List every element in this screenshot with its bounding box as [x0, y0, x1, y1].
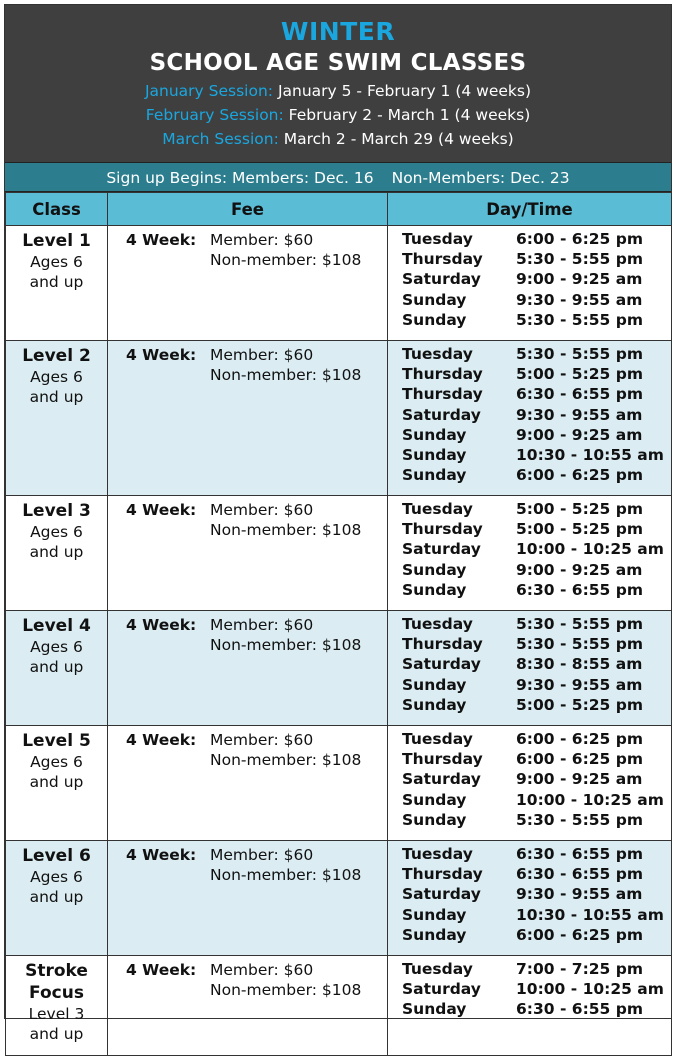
class-detail: and up [29, 888, 84, 906]
time-slot [402, 269, 671, 289]
session-january [5, 79, 671, 103]
schedule-table [5, 192, 672, 1056]
fee-label: 4 Week: [126, 731, 197, 749]
class-detail: Ages 6 [30, 638, 83, 656]
time-label: 6:00 - 6:25 pm [516, 750, 643, 769]
daytime-cell [388, 341, 672, 496]
nonmember-price: Non-member: $108 [210, 636, 362, 654]
time-label: 9:30 - 9:55 am [516, 405, 643, 424]
day-label: Sunday [402, 425, 467, 444]
time-slot [402, 999, 671, 1019]
time-label: 6:30 - 6:55 pm [516, 1000, 643, 1019]
day-label: Saturday [402, 770, 481, 789]
day-label: Thursday [402, 250, 483, 269]
time-slot [402, 425, 671, 445]
time-slot [402, 905, 671, 925]
time-slot [402, 614, 671, 634]
time-label: 5:30 - 5:55 pm [516, 635, 643, 654]
member-price: Member: $60 [210, 731, 314, 749]
daytime-cell [388, 956, 672, 1056]
time-slot [402, 844, 671, 864]
time-slot [402, 959, 671, 979]
header-banner [5, 5, 671, 162]
day-label: Thursday [402, 365, 483, 384]
page-title: SCHOOL AGE SWIM CLASSES [149, 50, 527, 76]
time-label: 6:00 - 6:25 pm [516, 230, 643, 248]
fee-label: 4 Week: [126, 346, 197, 364]
day-label: Sunday [402, 675, 467, 694]
day-label: Sunday [402, 560, 467, 579]
time-label: 10:00 - 10:25 am [516, 980, 664, 999]
day-label: Sunday [402, 446, 467, 465]
class-detail: Level 3 [28, 1005, 85, 1023]
schedule-flyer [4, 4, 672, 1043]
session-name: March Session: [162, 130, 279, 148]
session-dates: January 5 - February 1 (4 weeks) [277, 82, 532, 100]
nonmember-price: Non-member: $108 [210, 751, 362, 769]
fee-cell [108, 226, 388, 341]
fee-label: 4 Week: [126, 961, 197, 979]
time-label: 5:30 - 5:55 pm [516, 250, 643, 269]
class-detail: and up [29, 543, 84, 561]
fee-label: 4 Week: [126, 231, 197, 249]
class-cell [6, 611, 108, 726]
time-slot [402, 790, 671, 810]
table-row [6, 496, 672, 611]
class-cell [6, 226, 108, 341]
table-row [6, 611, 672, 726]
time-label: 6:30 - 6:55 pm [516, 385, 643, 404]
class-detail: and up [29, 388, 84, 406]
time-slot [402, 445, 671, 465]
class-cell [6, 726, 108, 841]
table-row [6, 726, 672, 841]
time-slot [402, 884, 671, 904]
time-label: 9:30 - 9:55 am [516, 290, 643, 309]
class-detail: and up [29, 773, 84, 791]
nonmember-price: Non-member: $108 [210, 521, 362, 539]
daytime-cell [388, 226, 672, 341]
day-label: Thursday [402, 865, 483, 884]
class-detail: Ages 6 [30, 253, 83, 271]
session-name: February Session: [145, 106, 284, 124]
time-label: 6:00 - 6:25 pm [516, 466, 643, 485]
time-label: 5:00 - 5:25 pm [516, 695, 643, 714]
time-label: 6:30 - 6:55 pm [516, 580, 643, 599]
time-label: 9:00 - 9:25 am [516, 560, 643, 579]
day-label: Sunday [402, 695, 467, 714]
day-label: Sunday [402, 580, 467, 599]
day-label: Sunday [402, 310, 467, 329]
time-slot [402, 925, 671, 945]
time-label: 9:30 - 9:55 am [516, 675, 643, 694]
day-label: Thursday [402, 635, 483, 654]
day-label: Sunday [402, 925, 467, 944]
daytime-cell [388, 496, 672, 611]
time-label: 9:00 - 9:25 am [516, 425, 643, 444]
daytime-cell [388, 611, 672, 726]
class-cell [6, 841, 108, 956]
session-march [5, 127, 671, 151]
fee-label: 4 Week: [126, 501, 197, 519]
time-slot [402, 310, 671, 330]
time-label: 5:30 - 5:55 pm [516, 810, 643, 829]
time-label: 5:30 - 5:55 pm [516, 615, 643, 633]
time-label: 10:30 - 10:55 am [516, 905, 664, 924]
table-body [6, 226, 672, 1056]
day-label: Tuesday [402, 615, 473, 633]
time-slot [402, 864, 671, 884]
day-label: Sunday [402, 905, 467, 924]
member-price: Member: $60 [210, 846, 314, 864]
class-name: Level 3 [22, 501, 91, 521]
member-price: Member: $60 [210, 501, 314, 519]
time-slot [402, 539, 671, 559]
day-label: Thursday [402, 385, 483, 404]
day-label: Sunday [402, 290, 467, 309]
day-label: Tuesday [402, 730, 473, 748]
class-detail: Ages 6 [30, 523, 83, 541]
member-price: Member: $60 [210, 231, 314, 249]
time-label: 6:30 - 6:55 pm [516, 845, 643, 863]
class-name: Stroke [25, 961, 88, 981]
day-label: Tuesday [402, 345, 473, 363]
signup-nonmembers: Non-Members: Dec. 23 [391, 169, 570, 187]
day-label: Saturday [402, 270, 481, 289]
day-label: Tuesday [402, 230, 473, 248]
time-slot [402, 249, 671, 269]
class-name: Level 5 [22, 731, 91, 751]
nonmember-price: Non-member: $108 [210, 866, 362, 884]
time-slot [402, 634, 671, 654]
time-slot [402, 675, 671, 695]
column-header-daytime: Day/Time [388, 193, 672, 226]
day-label: Saturday [402, 980, 481, 999]
time-label: 5:00 - 5:25 pm [516, 365, 643, 384]
time-slot [402, 729, 671, 749]
nonmember-price: Non-member: $108 [210, 981, 362, 999]
signup-bar [5, 162, 671, 192]
class-detail: Ages 6 [30, 368, 83, 386]
fee-label: 4 Week: [126, 616, 197, 634]
day-label: Sunday [402, 1000, 467, 1019]
column-header-class: Class [6, 193, 108, 226]
fee-label: 4 Week: [126, 846, 197, 864]
time-slot [402, 560, 671, 580]
class-detail: and up [29, 1025, 84, 1043]
member-price: Member: $60 [210, 616, 314, 634]
fee-cell [108, 611, 388, 726]
time-slot [402, 519, 671, 539]
time-label: 10:00 - 10:25 am [516, 790, 664, 809]
day-label: Tuesday [402, 960, 473, 978]
time-label: 9:00 - 9:25 am [516, 270, 643, 289]
time-label: 9:30 - 9:55 am [516, 885, 643, 904]
season-title: WINTER [280, 17, 396, 46]
member-price: Member: $60 [210, 346, 314, 364]
day-label: Saturday [402, 655, 481, 674]
nonmember-price: Non-member: $108 [210, 251, 362, 269]
time-label: 7:00 - 7:25 pm [516, 960, 643, 978]
time-slot [402, 344, 671, 364]
daytime-cell [388, 841, 672, 956]
fee-cell [108, 841, 388, 956]
class-detail: and up [29, 273, 84, 291]
day-label: Sunday [402, 466, 467, 485]
column-header-fee: Fee [108, 193, 388, 226]
time-slot [402, 749, 671, 769]
class-detail: and up [29, 658, 84, 676]
class-name: Level 2 [22, 346, 91, 366]
table-row [6, 956, 672, 1056]
day-label: Thursday [402, 520, 483, 539]
time-label: 5:30 - 5:55 pm [516, 345, 643, 363]
session-dates: February 2 - March 1 (4 weeks) [288, 106, 531, 124]
nonmember-price: Non-member: $108 [210, 366, 362, 384]
time-label: 5:00 - 5:25 pm [516, 500, 643, 518]
class-name: Level 1 [22, 231, 91, 251]
session-dates: March 2 - March 29 (4 weeks) [283, 130, 514, 148]
time-slot [402, 364, 671, 384]
class-name: Focus [29, 983, 84, 1003]
time-label: 6:00 - 6:25 pm [516, 730, 643, 748]
day-label: Saturday [402, 540, 481, 559]
table-row [6, 841, 672, 956]
time-label: 10:00 - 10:25 am [516, 540, 664, 559]
member-price: Member: $60 [210, 961, 314, 979]
time-label: 6:00 - 6:25 pm [516, 925, 643, 944]
time-label: 8:30 - 8:55 am [516, 655, 643, 674]
time-slot [402, 580, 671, 600]
time-label: 5:00 - 5:25 pm [516, 520, 643, 539]
day-label: Thursday [402, 750, 483, 769]
fee-cell [108, 726, 388, 841]
signup-members: Sign up Begins: Members: Dec. 16 [106, 169, 374, 187]
time-slot [402, 405, 671, 425]
time-label: 6:30 - 6:55 pm [516, 865, 643, 884]
table-row [6, 226, 672, 341]
day-label: Sunday [402, 810, 467, 829]
time-slot [402, 810, 671, 830]
class-detail: Ages 6 [30, 868, 83, 886]
daytime-cell [388, 726, 672, 841]
time-label: 5:30 - 5:55 pm [516, 310, 643, 329]
fee-cell [108, 341, 388, 496]
day-label: Tuesday [402, 845, 473, 863]
class-detail: Ages 6 [30, 753, 83, 771]
class-name: Level 6 [22, 846, 91, 866]
table-header-row [6, 193, 672, 226]
class-cell [6, 496, 108, 611]
time-slot [402, 290, 671, 310]
fee-cell [108, 956, 388, 1056]
time-slot [402, 465, 671, 485]
time-slot [402, 769, 671, 789]
session-name: January Session: [144, 82, 274, 100]
time-label: 9:00 - 9:25 am [516, 770, 643, 789]
fee-cell [108, 496, 388, 611]
day-label: Saturday [402, 405, 481, 424]
day-label: Tuesday [402, 500, 473, 518]
table-row [6, 341, 672, 496]
day-label: Saturday [402, 885, 481, 904]
class-name: Level 4 [22, 616, 91, 636]
time-slot [402, 384, 671, 404]
time-slot [402, 695, 671, 715]
session-february [5, 103, 671, 127]
day-label: Sunday [402, 790, 467, 809]
time-slot [402, 979, 671, 999]
class-cell [6, 956, 108, 1056]
time-slot [402, 654, 671, 674]
time-slot [402, 499, 671, 519]
time-label: 10:30 - 10:55 am [516, 446, 664, 465]
time-slot [402, 229, 671, 249]
class-cell [6, 341, 108, 496]
